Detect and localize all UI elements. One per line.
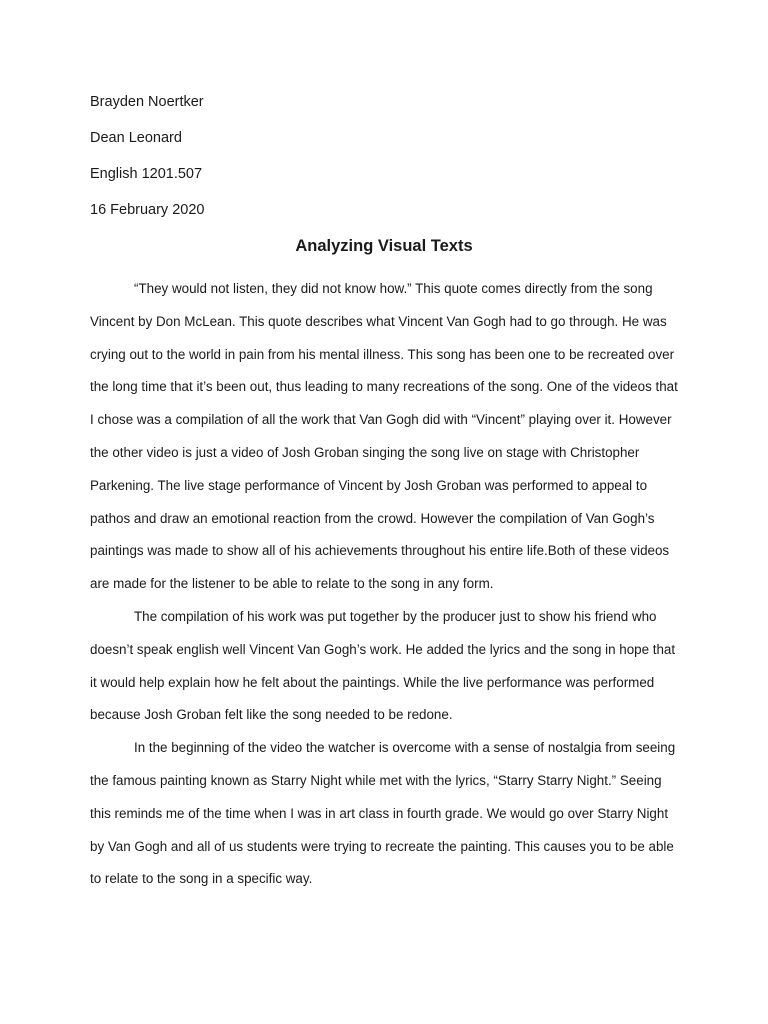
essay-body — [90, 273, 682, 896]
paragraph-2: The compilation of his work was put together by the producer just to show his friend who doesn’t speak english well Vincent Van Gogh’s work. He added the lyrics and the song in hope that it would help explain how he felt about the paintings. While the live performance was performed because Josh Groban felt like the song needed to be redone. — [90, 608, 676, 723]
essay-date: 16 February 2020 — [90, 202, 205, 218]
instructor-name: Dean Leonard — [90, 130, 182, 146]
paragraph-3: In the beginning of the video the watcher is overcome with a sense of nostalgia from seeing the famous painting known as Starry Night while met with the lyrics, “Starry Starry Night.” Seeing this reminds me of the time when I was in art class in fourth grade. We would go over Starry Night by Van Gogh and all of us students were trying to recreate the painting. This causes you to be able to relate to the song in a specific way. — [90, 740, 676, 887]
course-name: English 1201.507 — [90, 166, 203, 182]
paragraph-1: “They would not listen, they did not know how.” This quote comes directly from the song Vincent by Don McLean. This quote describes what Vincent Van Gogh had to go through. He was crying out to the world in pain from his mental illness. This song has been one to be recreated over the long time that it’s been out, thus leading to many recreations of the song. One of the videos that I chose was a compilation of all the work that Van Gogh did with “Vincent” playing over it. However the other video is just a video of Josh Groban singing the song live on stage with Christopher Parkening. The live stage performance of Vincent by Josh Groban was performed to appeal to pathos and draw an emotional reaction from the crowd. However the compilation of Van Gogh’s paintings was made to show all of his achievements throughout his entire life.Both of these videos are made for the listener to be able to relate to the song in any form. — [90, 281, 678, 592]
essay-heading — [90, 90, 690, 234]
essay-title: Analyzing Visual Texts — [295, 237, 473, 255]
author-name: Brayden Noertker — [90, 94, 204, 110]
